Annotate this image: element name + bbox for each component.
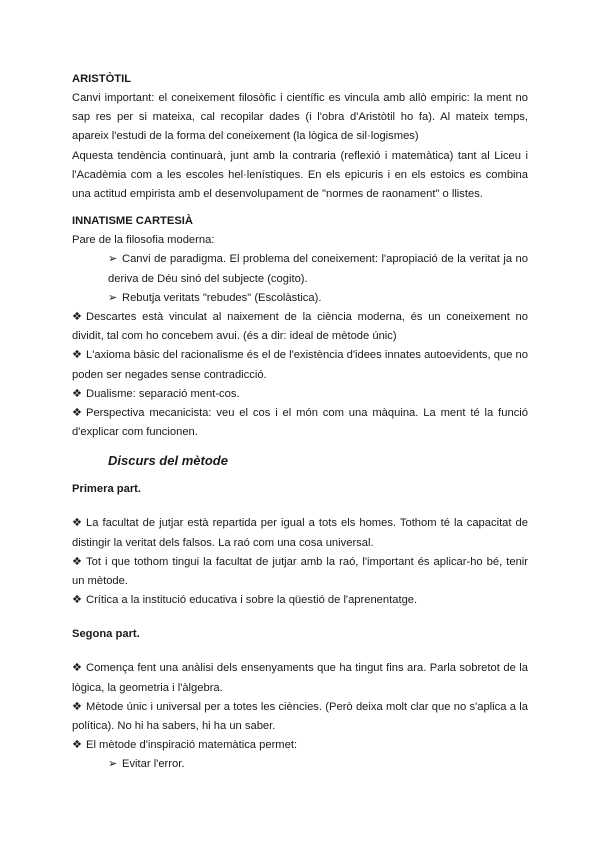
sub-item: ➢ Evitar l'error. [72,755,528,774]
arrow-bullet-icon: ➢ [108,253,118,266]
section-title-aristotil: ARISTÒTIL [72,73,132,85]
diamond-bullet-icon: ❖ [72,662,83,675]
diamond-bullet-icon: ❖ [72,700,83,713]
list-item: ❖ Perspectiva mecanicista: veu el cos i el món com una màquina. La ment té la funció d'explicar com funcionen. [72,404,528,442]
arrow-bullet-icon: ➢ [108,291,118,304]
paragraph: Canvi important: el coneixement filosòfic i científic es vincula amb allò empiric: la ment no sap res per si mateixa, cal recopilar dades (i l'obra d'Aristòtil ho fa). Al mateix temps, apareix l'estudi de la forma del coneixement (la lògica de sil·logismes) [72,92,528,143]
list-item: ❖ L'axioma bàsic del racionalisme és el de l'existència d'idees innates autoevidents, que no poden ser negades sense contradicció. [72,346,528,384]
diamond-bullet-icon: ❖ [72,387,83,400]
list-item: ❖ Dualisme: separació ment-cos. [72,385,528,404]
diamond-bullet-icon: ❖ [72,407,83,420]
paragraph: Pare de la filosofia moderna: [72,234,215,247]
arrow-bullet-icon: ➢ [108,758,118,771]
list-item: ❖ Mètode únic i universal per a totes les ciències. (Però deixa molt clar que no s'aplica a la política). No hi ha sabers, hi ha un saber. [72,698,528,736]
sub-item: ➢ Canvi de paradigma. El problema del coneixement: l'apropiació de la veritat ja no deriva de Déu sinó del subjecte (cogito). [72,250,528,288]
diamond-bullet-icon: ❖ [72,594,83,607]
part-title-segona: Segona part. [72,628,140,641]
diamond-bullet-icon: ❖ [72,517,83,530]
section-title-discurs: Discurs del mètode [108,453,228,469]
sub-item: ➢ Rebutja veritats "rebudes" (Escolàstica). [72,289,528,308]
diamond-bullet-icon: ❖ [72,349,83,362]
document-page [72,70,528,775]
list-item: ❖ Tot i que tothom tingui la facultat de jutjar amb la raó, l'important és aplicar-ho bé, tenir un mètode. [72,553,528,591]
list-item: ❖ El mètode d'inspiració matemàtica permet: [72,736,528,755]
paragraph: Aquesta tendència continuarà, junt amb la contraria (reflexió i matemàtica) tant al Liceu i l'Acadèmia com a les escoles hel·lenístiques. En els epicuris i en els estoics es combina una actitud empirista amb el desenvolupament de "normes de raonament" o llistes. [72,149,528,201]
diamond-bullet-icon: ❖ [72,739,83,752]
list-item: ❖ Crítica a la institució educativa i sobre la qüestió de l'aprenentatge. [72,591,528,610]
list-item: ❖ Comença fent una anàlisi dels ensenyaments que ha tingut fins ara. Parla sobretot de la lògica, la geometria i l'àlgebra. [72,659,528,697]
diamond-bullet-icon: ❖ [72,555,83,568]
part-title-primera: Primera part. [72,483,142,496]
list-item: ❖ La facultat de jutjar està repartida per igual a tots els homes. Tothom té la capacitat de distingir la veritat dels falsos. La raó com una cosa universal. [72,514,528,552]
list-item: ❖ Descartes està vinculat al naixement de la ciència moderna, és un coneixement no dividit, tal com ho concebem avui. (és a dir: ideal de mètode únic) [72,308,528,346]
section-title-innatisme: INNATISME CARTESIÀ [72,215,193,228]
diamond-bullet-icon: ❖ [72,311,83,324]
